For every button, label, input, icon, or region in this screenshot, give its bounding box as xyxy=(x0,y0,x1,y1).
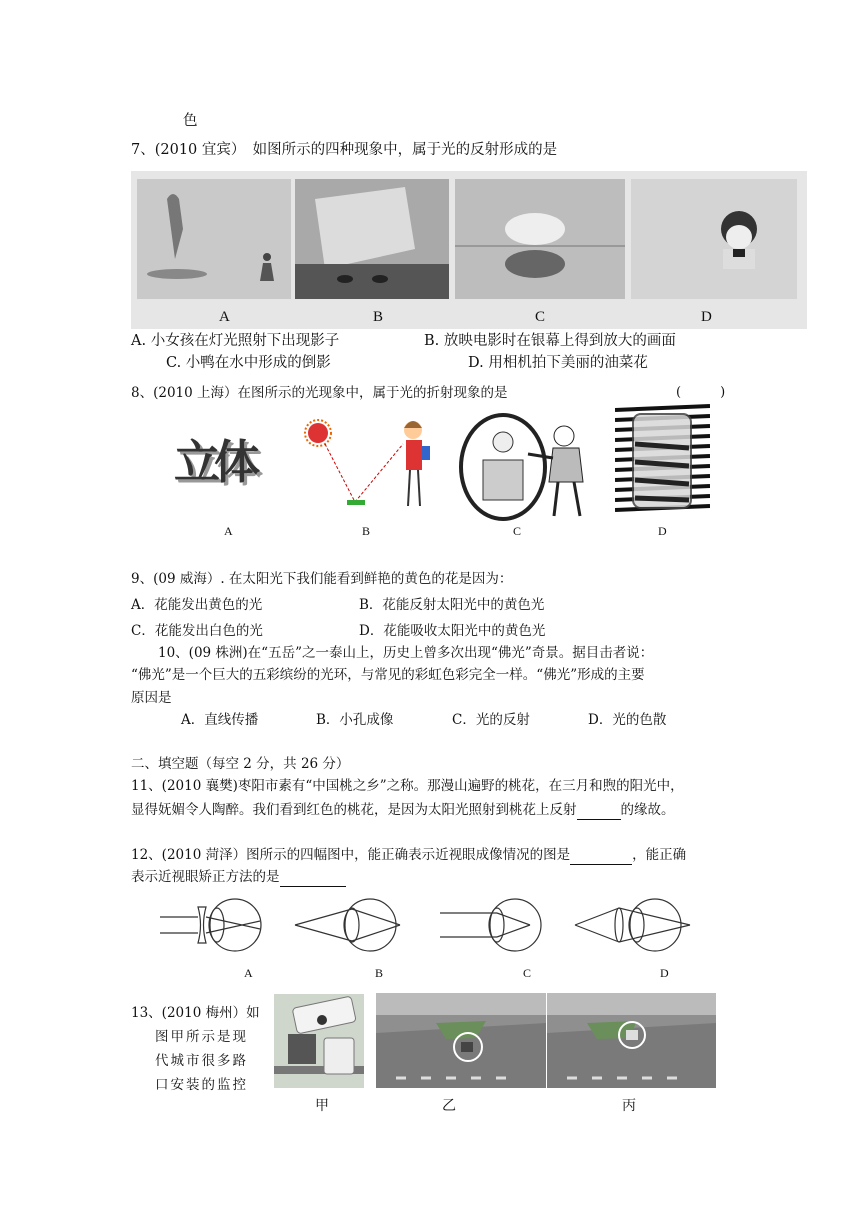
q7-label-a: A xyxy=(219,309,230,325)
q11-line-2-end: 的缘故。 xyxy=(620,802,675,818)
q8-stem: 8、(2010 上海）在图所示的光现象中，属于光的折射现象的是 xyxy=(131,385,508,401)
q13-line-3: 代城市很多路 xyxy=(155,1053,248,1069)
q11-answer-blank[interactable] xyxy=(577,804,621,820)
q12-line-1-end: ，能正确 xyxy=(632,847,687,863)
q12-label-d: D xyxy=(660,966,669,980)
q8-figure-a-text: 立体 xyxy=(174,435,254,489)
q7-photo-b-cinema xyxy=(295,179,449,299)
q12-answer-blank-1[interactable] xyxy=(570,849,632,865)
q12-diagram-b xyxy=(295,899,400,951)
q13-label-jia: 甲 xyxy=(315,1098,329,1114)
q10-line-2: “佛光”是一个巨大的五彩缤纷的光环，与常见的彩虹色彩完全一样。“佛光”形成的主要 xyxy=(131,667,645,683)
q8-figure-b-sun-reflection xyxy=(303,416,433,516)
q11-line-1: 11、(2010 襄樊)枣阳市素有“中国桃之乡”之称。那漫山遍野的桃花，在三月和煦的阳光中， xyxy=(131,778,684,794)
q8-figure-d-glass-stripes xyxy=(615,404,710,516)
q7-label-b: B xyxy=(373,309,384,325)
q11-line-2-text: 显得妩媚令人陶醉。我们看到红色的桃花，是因为太阳光照射到桃花上反射 xyxy=(131,802,577,818)
q10-option-c: C．光的反射 xyxy=(452,712,530,728)
q12-label-a: A xyxy=(244,966,253,980)
q8-label-a: A xyxy=(224,524,233,538)
q7-label-d: D xyxy=(701,309,712,325)
q8-figure-a-3d-text xyxy=(174,412,280,512)
q7-figure-strip xyxy=(131,171,807,329)
q13-line-2: 图甲所示是现 xyxy=(155,1029,248,1045)
q9-option-b: B．花能反射太阳光中的黄色光 xyxy=(359,597,545,613)
q9-option-a: A．花能发出黄色的光 xyxy=(131,597,263,613)
q13-line-1: 13、(2010 梅州）如 xyxy=(131,1005,260,1021)
q12-diagram-a xyxy=(160,899,261,951)
q8-label-c: C xyxy=(513,524,522,538)
q7-photo-c-duck-reflection xyxy=(455,179,625,299)
q12-label-c: C xyxy=(523,966,532,980)
q7-stem: 7、(2010 宜宾） 如图所示的四种现象中，属于光的反射形成的是 xyxy=(131,142,558,158)
q10-option-a: A．直线传播 xyxy=(181,712,259,728)
q10-option-d: D．光的色散 xyxy=(588,712,667,728)
q12-line-1 xyxy=(131,845,686,865)
q13-photo-yi-intersection xyxy=(376,993,546,1088)
q8-label-d: D xyxy=(658,524,667,538)
q7-option-a: A. 小女孩在灯光照射下出现影子 xyxy=(131,333,340,349)
q13-line-4: 口安装的监控 xyxy=(155,1077,248,1093)
q7-photo-a-girl-shadow xyxy=(137,179,291,299)
q8-figure-c-mirror xyxy=(458,412,608,522)
q9-option-d: D．花能吸收太阳光中的黄色光 xyxy=(359,623,546,639)
q13-label-bing: 丙 xyxy=(622,1098,636,1114)
q12-answer-blank-2[interactable] xyxy=(280,871,346,887)
q9-option-c: C．花能发出白色的光 xyxy=(131,623,263,639)
q8-answer-bracket: ( ) xyxy=(676,385,726,400)
q12-label-b: B xyxy=(375,966,384,980)
q12-eye-diagrams xyxy=(160,895,720,955)
previous-question-tail: 色 xyxy=(183,113,198,129)
q12-diagram-c xyxy=(440,899,541,951)
q10-line-1: 10、(09 株洲)在“五岳”之一泰山上，历史上曾多次出现“佛光”奇景。据目击者说： xyxy=(158,645,654,661)
q7-option-c: C. 小鸭在水中形成的倒影 xyxy=(166,355,331,371)
q7-option-d: D. 用相机拍下美丽的油菜花 xyxy=(468,355,648,371)
q9-stem: 9、(09 威海）. 在太阳光下我们能看到鲜艳的黄色的花是因为： xyxy=(131,571,513,587)
q13-photo-jia-camera xyxy=(274,994,364,1088)
q12-diagram-d xyxy=(575,899,690,951)
q12-line-1-text: 12、(2010 菏泽）图所示的四幅图中，能正确表示近视眼成像情况的图是 xyxy=(131,847,571,863)
q7-photo-d-camera-girl xyxy=(631,179,797,299)
q13-photo-bing-intersection xyxy=(547,993,716,1088)
q7-option-b: B. 放映电影时在银幕上得到放大的画面 xyxy=(424,333,676,349)
q12-line-2-text: 表示近视眼矫正方法的是 xyxy=(131,869,280,885)
q10-option-b: B．小孔成像 xyxy=(316,712,394,728)
q8-label-b: B xyxy=(362,524,371,538)
section-2-heading: 二、填空题（每空 2 分，共 26 分） xyxy=(131,756,350,772)
q10-line-3: 原因是 xyxy=(131,690,172,706)
q13-label-yi: 乙 xyxy=(442,1098,456,1114)
q11-line-2 xyxy=(131,800,675,820)
q7-label-c: C xyxy=(535,309,546,325)
q12-line-2 xyxy=(131,867,346,887)
